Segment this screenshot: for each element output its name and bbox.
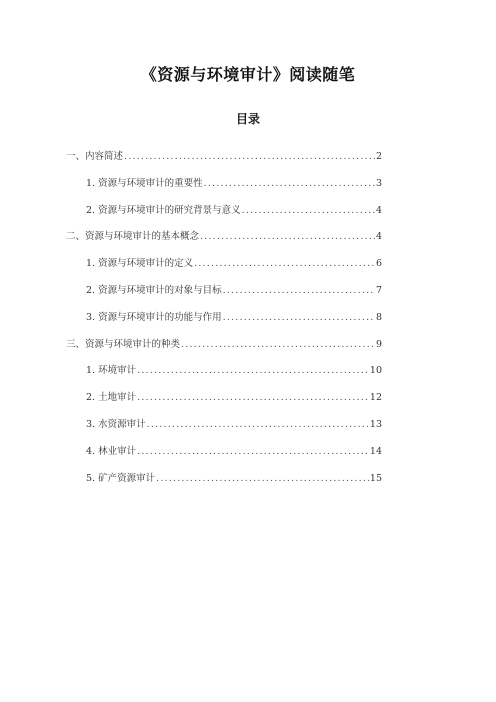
toc-entry[interactable] — [66, 257, 382, 284]
toc-entry-label: 5. 矿产资源审计 — [86, 472, 156, 484]
toc-entry[interactable] — [66, 204, 382, 231]
toc-entry-page: 9 — [375, 338, 382, 350]
toc-entry-page: 14 — [369, 445, 382, 457]
toc-entry-page: 12 — [369, 392, 382, 404]
toc-entry-page: 4 — [375, 204, 382, 216]
toc-dot-leader — [137, 445, 369, 459]
toc-entry[interactable] — [66, 150, 382, 177]
toc-dot-leader — [223, 284, 375, 298]
toc-entry[interactable] — [66, 364, 382, 391]
toc-entry[interactable] — [66, 177, 382, 204]
toc-entry-label: 3. 资源与环境审计的功能与作用 — [86, 311, 222, 323]
toc-entry-page: 7 — [375, 284, 382, 296]
toc-entry-label: 3. 水资源审计 — [86, 418, 146, 430]
toc-entry-label: 2. 资源与环境审计的对象与目标 — [86, 284, 222, 296]
toc-dot-leader — [147, 418, 369, 432]
toc-dot-leader — [242, 204, 375, 218]
toc-dot-leader — [137, 364, 369, 378]
toc-entry-page: 10 — [369, 365, 382, 377]
toc-dot-leader — [200, 230, 375, 244]
toc-entry-label: 1. 环境审计 — [86, 365, 137, 377]
toc-entry-label: 2. 土地审计 — [86, 392, 137, 404]
toc-entry-page: 15 — [369, 472, 382, 484]
toc-entry-label: 三、资源与环境审计的种类 — [66, 338, 181, 350]
toc-entry-label: 二、资源与环境审计的基本概念 — [66, 231, 200, 243]
toc-heading: 目录 — [235, 112, 260, 126]
toc-dot-leader — [181, 338, 375, 352]
toc-entry-label: 1. 资源与环境审计的定义 — [86, 258, 194, 270]
toc-dot-leader — [156, 472, 369, 486]
toc-dot-leader — [204, 177, 375, 191]
toc-entry-page: 8 — [375, 311, 382, 323]
toc-entry-label: 2. 资源与环境审计的研究背景与意义 — [86, 204, 241, 216]
toc-dot-leader — [223, 311, 375, 325]
toc-entry-page: 6 — [375, 258, 382, 270]
toc-entry[interactable] — [66, 445, 382, 472]
toc-dot-leader — [194, 257, 375, 271]
toc-entry[interactable] — [66, 311, 382, 338]
toc-entry[interactable] — [66, 230, 382, 257]
table-of-contents — [66, 150, 382, 498]
toc-entry[interactable] — [66, 418, 382, 445]
toc-entry-label: 一、内容简述 — [66, 151, 124, 162]
toc-entry[interactable] — [66, 472, 382, 499]
toc-entry-page: 2 — [375, 151, 382, 162]
document-title: 《资源与环境审计》阅读随笔 — [140, 65, 356, 84]
toc-dot-leader — [137, 391, 369, 405]
toc-entry[interactable] — [66, 338, 382, 365]
toc-entry-page: 3 — [375, 177, 382, 189]
toc-dot-leader — [124, 150, 375, 164]
toc-entry-label: 1. 资源与环境审计的重要性 — [86, 177, 203, 189]
toc-entry-page: 13 — [369, 418, 382, 430]
toc-entry-page: 4 — [375, 231, 382, 243]
toc-entry[interactable] — [66, 391, 382, 418]
toc-entry[interactable] — [66, 284, 382, 311]
toc-entry-label: 4. 林业审计 — [86, 445, 137, 457]
